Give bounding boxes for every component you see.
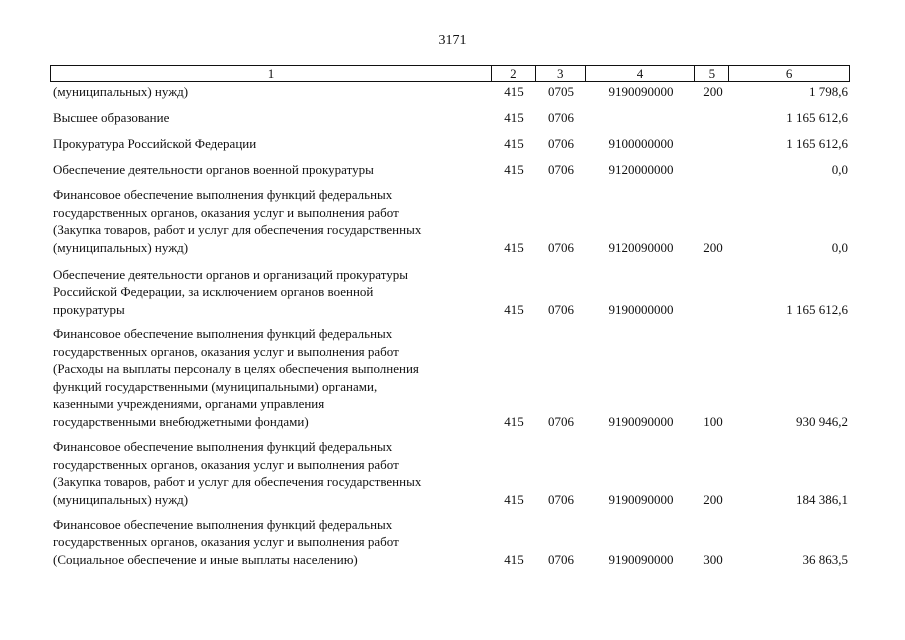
description-line: Финансовое обеспечение выполнения функций федеральных (53, 187, 393, 202)
header-col-4: 4 (586, 66, 696, 81)
table-row (50, 109, 850, 127)
table-row (50, 186, 850, 256)
row-description (53, 266, 491, 319)
cell-c4: 9190090000 (608, 491, 674, 507)
description-line: (муниципальных) нужд) (53, 83, 189, 99)
cell-c3: 0706 (548, 413, 574, 429)
cell-c6: 1 165 612,6 (786, 301, 848, 317)
description-line: функций государственными (муниципальными) органами, (53, 378, 378, 394)
table-row (50, 438, 850, 508)
cell-c3: 0706 (548, 239, 574, 255)
header-col-3: 3 (536, 66, 586, 81)
row-description (53, 135, 491, 153)
description-line: (муниципальных) нужд) (53, 491, 189, 507)
table-header (50, 65, 850, 82)
description-line: Высшее образование (53, 109, 170, 125)
cell-c5: 200 (703, 239, 723, 255)
header-col-1: 1 (51, 66, 492, 81)
row-description (53, 325, 491, 430)
table-row (50, 516, 850, 569)
row-description (53, 516, 491, 569)
cell-c4: 9190090000 (608, 551, 674, 567)
description-line: (Закупка товаров, работ и услуг для обеспечения государственных (53, 474, 422, 489)
cell-c4: 9190000000 (608, 301, 674, 317)
description-line: (Социальное обеспечение и иные выплаты населению) (53, 551, 358, 567)
table-row (50, 135, 850, 153)
description-line: казенными учреждениями, органами управления (53, 396, 325, 411)
cell-c5: 300 (703, 551, 723, 567)
table-row (50, 83, 850, 101)
cell-c3: 0706 (548, 301, 574, 317)
description-line: Обеспечение деятельности органов военной прокуратуры (53, 161, 374, 177)
cell-c5: 200 (703, 83, 723, 99)
description-line: государственных органов, оказания услуг и выполнения работ (53, 534, 399, 549)
cell-c2: 415 (504, 491, 524, 507)
description-line: Обеспечение деятельности органов и организаций прокуратуры (53, 266, 408, 282)
cell-c4: 9120090000 (608, 239, 674, 255)
description-line: (муниципальных) нужд) (53, 239, 189, 255)
header-col-2: 2 (492, 66, 536, 81)
cell-c6: 1 165 612,6 (786, 135, 848, 151)
cell-c4: 9190090000 (608, 413, 674, 429)
description-line: (Закупка товаров, работ и услуг для обеспечения государственных (53, 222, 422, 237)
header-col-5: 5 (695, 66, 729, 81)
description-line: Финансовое обеспечение выполнения функций федеральных (53, 326, 393, 341)
cell-c2: 415 (504, 551, 524, 567)
row-description (53, 109, 491, 127)
cell-c4: 9100000000 (608, 135, 674, 151)
cell-c6: 1 798,6 (809, 83, 848, 99)
page-number: 3171 (438, 33, 467, 48)
cell-c2: 415 (504, 301, 524, 317)
cell-c6: 0,0 (831, 239, 848, 255)
cell-c2: 415 (504, 109, 524, 125)
description-line: государственных органов, оказания услуг и выполнения работ (53, 204, 399, 220)
row-description (53, 161, 491, 179)
description-line: государственными внебюджетными фондами) (53, 413, 309, 429)
cell-c4: 9120000000 (608, 161, 674, 177)
cell-c3: 0706 (548, 161, 574, 177)
cell-c3: 0706 (548, 551, 574, 567)
cell-c2: 415 (504, 135, 524, 151)
cell-c6: 36 863,5 (802, 551, 848, 567)
description-line: Прокуратура Российской Федерации (53, 135, 257, 151)
description-line: государственных органов, оказания услуг и выполнения работ (53, 456, 399, 472)
description-line: Финансовое обеспечение выполнения функций федеральных (53, 516, 393, 532)
cell-c5: 100 (703, 413, 723, 429)
cell-c2: 415 (504, 83, 524, 99)
table-row (50, 161, 850, 179)
table-row (50, 325, 850, 430)
cell-c3: 0706 (548, 109, 574, 125)
cell-c2: 415 (504, 239, 524, 255)
description-line: Российской Федерации, за исключением органов военной (53, 284, 374, 299)
description-line: (Расходы на выплаты персоналу в целях обеспечения выполнения (53, 361, 419, 376)
table-row (50, 266, 850, 319)
cell-c6: 184 386,1 (796, 491, 848, 507)
cell-c5: 200 (703, 491, 723, 507)
row-description (53, 186, 491, 256)
cell-c6: 0,0 (831, 161, 848, 177)
description-line: государственных органов, оказания услуг и выполнения работ (53, 343, 399, 359)
row-description (53, 83, 491, 101)
cell-c3: 0705 (548, 83, 574, 99)
cell-c2: 415 (504, 413, 524, 429)
cell-c6: 930 946,2 (796, 413, 848, 429)
row-description (53, 438, 491, 508)
cell-c3: 0706 (548, 135, 574, 151)
description-line: Финансовое обеспечение выполнения функций федеральных (53, 439, 393, 454)
cell-c2: 415 (504, 161, 524, 177)
header-col-6: 6 (785, 66, 793, 81)
description-line: прокуратуры (53, 301, 125, 317)
cell-c3: 0706 (548, 491, 574, 507)
cell-c6: 1 165 612,6 (786, 109, 848, 125)
cell-c4: 9190090000 (608, 83, 674, 99)
